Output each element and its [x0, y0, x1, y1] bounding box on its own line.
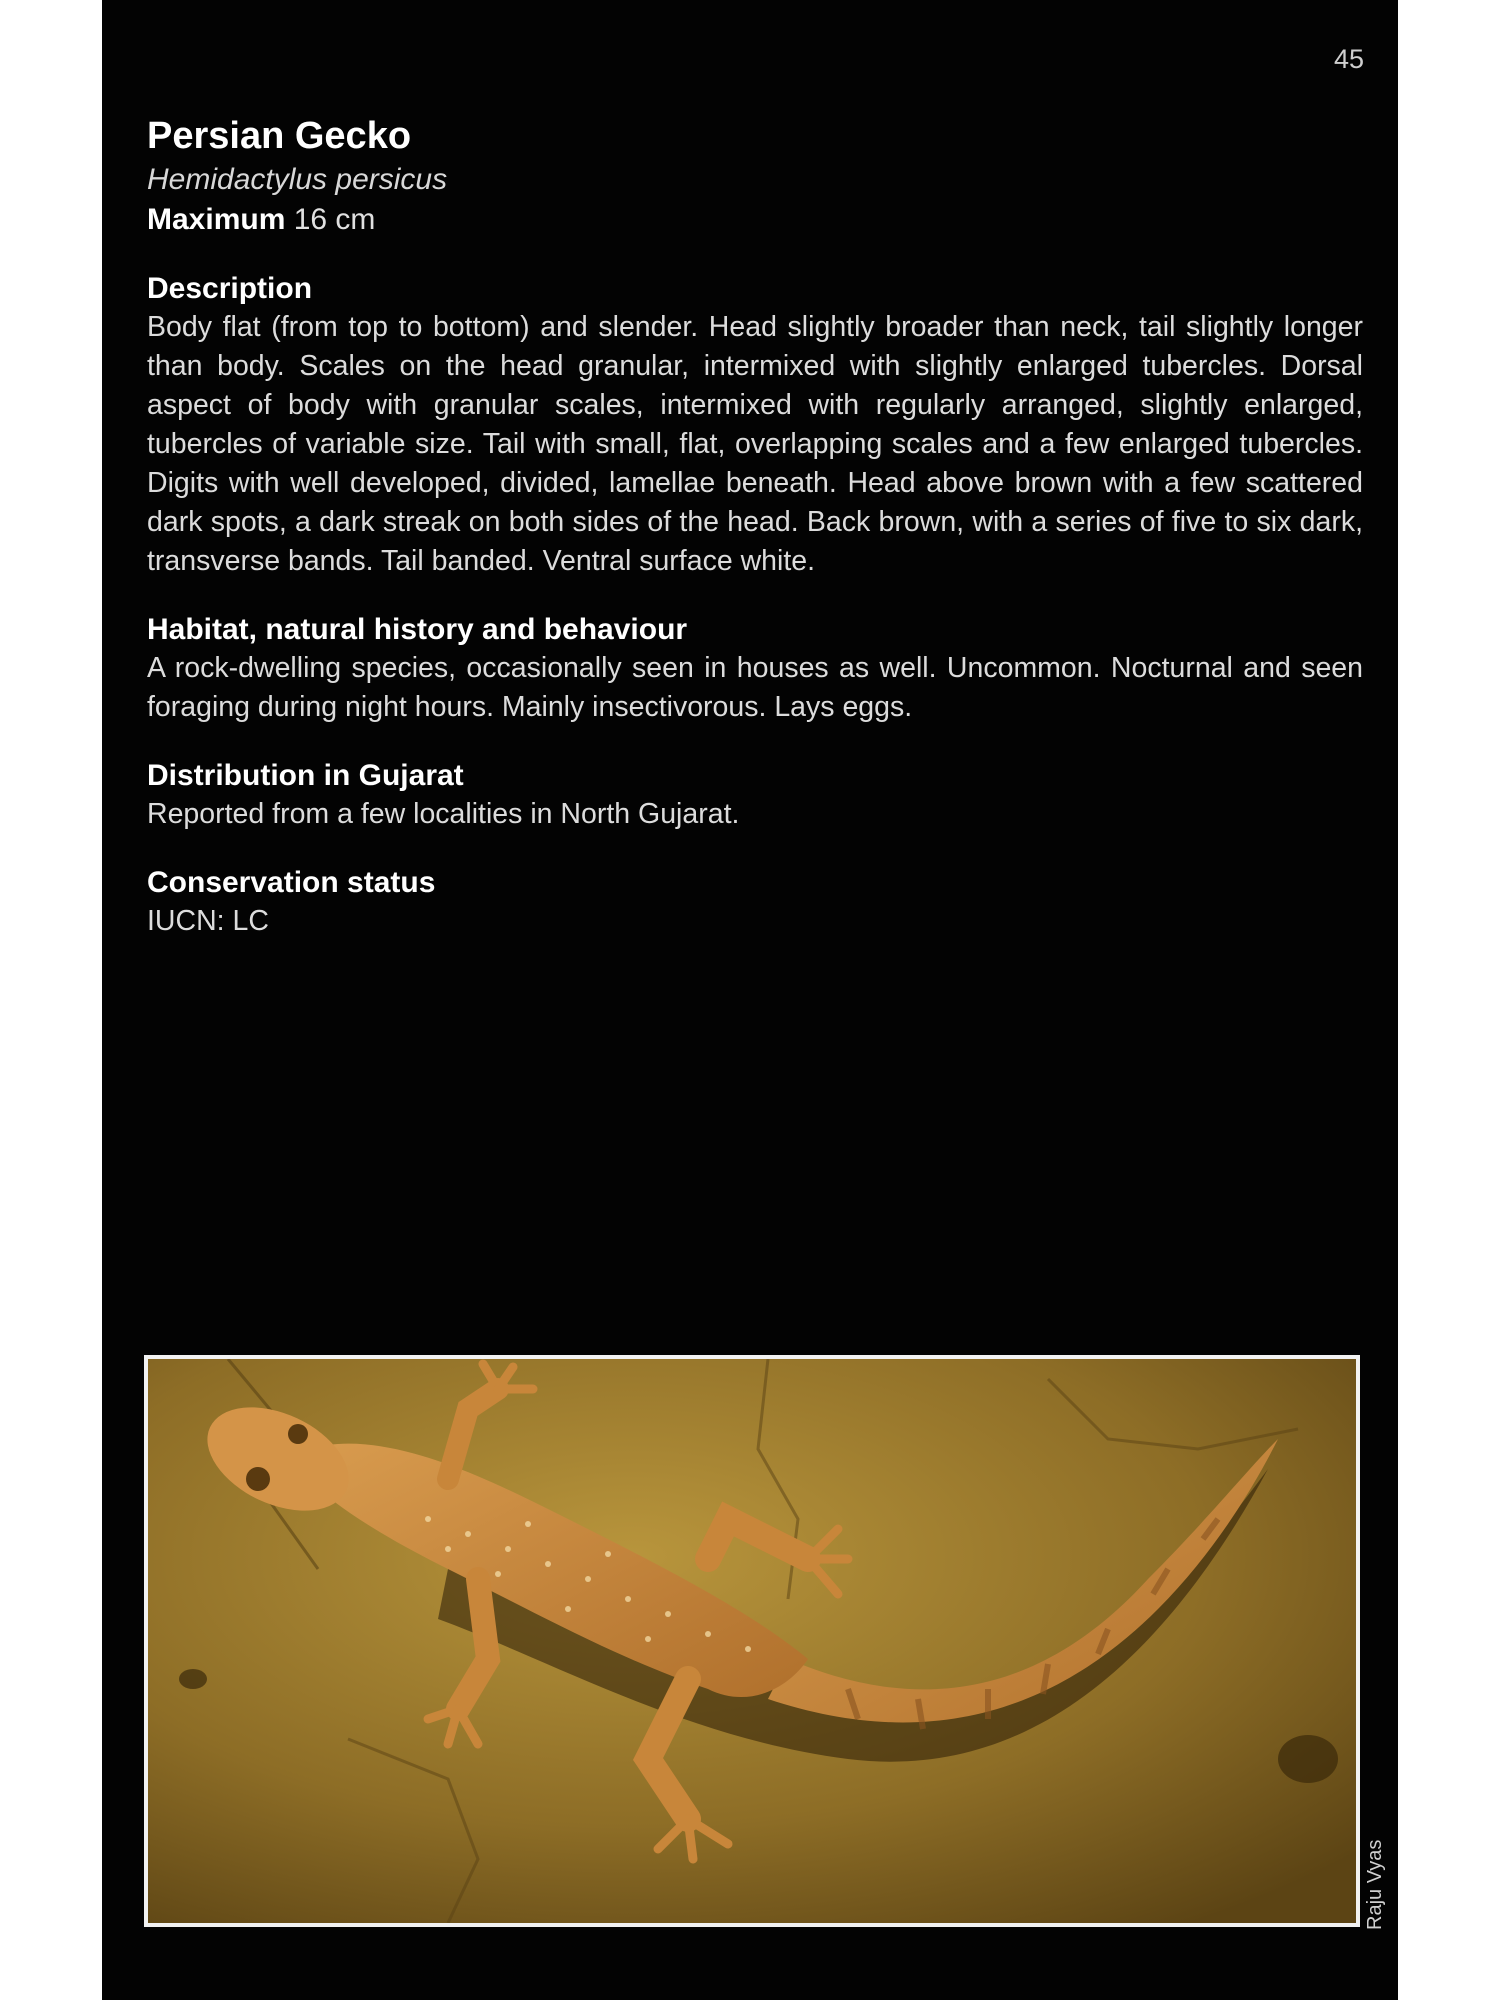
- habitat-heading: Habitat, natural history and behaviour: [147, 613, 688, 646]
- distribution-text: Reported from a few localities in North Gujarat.: [147, 798, 740, 830]
- maximum-value: 16 cm: [293, 203, 376, 236]
- species-account: [147, 112, 1363, 941]
- conservation-section: [147, 864, 1363, 941]
- conservation-heading: Conservation status: [147, 866, 436, 899]
- maximum-size: [147, 200, 1363, 240]
- species-common-name: Persian Gecko: [147, 115, 412, 157]
- gecko-illustration: [148, 1359, 1356, 1923]
- description-heading: Description: [147, 272, 313, 305]
- photo-credit: Raju Vyas: [1364, 1839, 1386, 1930]
- description-text: Body flat (from top to bottom) and slender. Head slightly broader than neck, tail slightly longer than body. Scales on the head granular, intermixed with slightly enlarged tubercles. Dorsal aspect of body with granular scales, intermixed with regularly arranged, slightly enlarged, tubercles of variable size. Tail with small, flat, overlapping scales and a few enlarged tubercles. Digits with well developed, divided, lamellae beneath. Head above brown with a few scattered dark spots, a dark streak on both sides of the head. Back brown, with a series of five to six dark, transverse bands. Tail banded. Ventral surface white.: [147, 311, 1363, 577]
- book-page: [102, 0, 1398, 2000]
- distribution-section: [147, 757, 1363, 834]
- description-section: [147, 270, 1363, 581]
- habitat-section: [147, 611, 1363, 727]
- maximum-label: Maximum: [147, 203, 286, 236]
- page-number: 45: [1333, 44, 1364, 74]
- gecko-photo: [144, 1355, 1360, 1927]
- conservation-text: IUCN: LC: [147, 905, 269, 937]
- species-scientific-name: Hemidactylus persicus: [147, 163, 448, 196]
- distribution-heading: Distribution in Gujarat: [147, 759, 464, 792]
- habitat-text: A rock-dwelling species, occasionally seen in houses as well. Uncommon. Nocturnal and seen foraging during night hours. Mainly insectivorous. Lays eggs.: [147, 652, 1363, 723]
